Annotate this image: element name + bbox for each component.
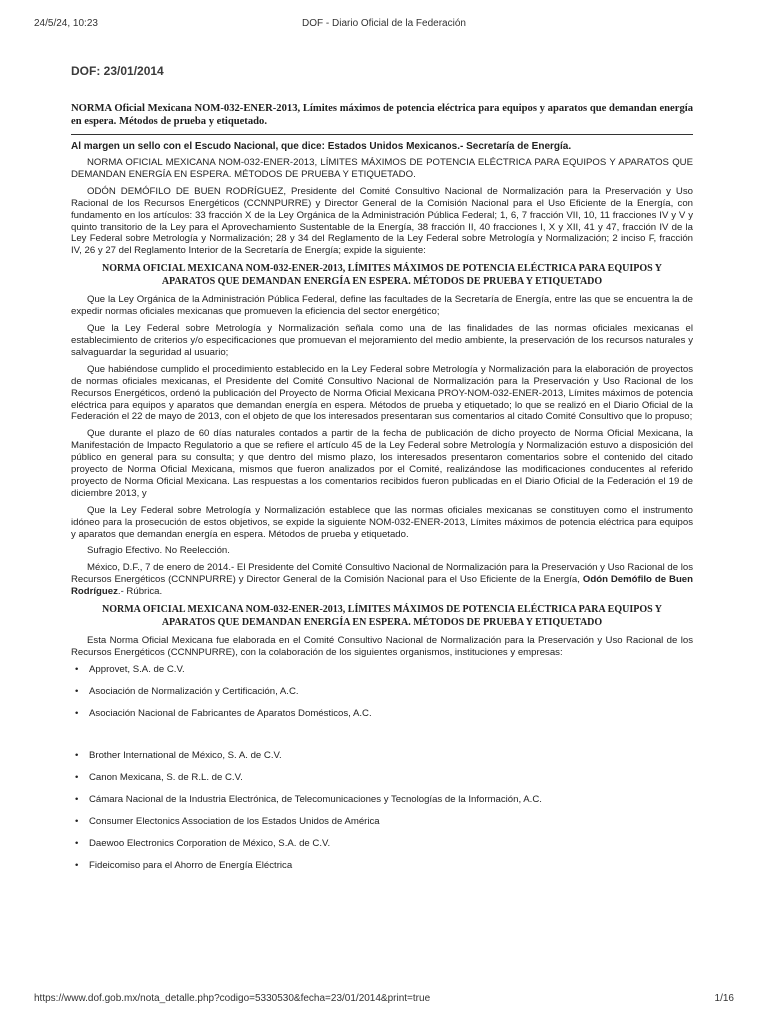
print-date: 24/5/24, 10:23 [34, 18, 98, 29]
list-item [71, 708, 693, 720]
paragraph-6: Esta Norma Oficial Mexicana fue elaborada en el Comité Consultivo Nacional de Normalización para la Preservación y Uso Racional de los Recursos Energéticos (CCNNPURRE), con la colaboración de los siguientes organismos, instituciones y empresas: [71, 635, 693, 658]
list-item-text: Consumer Electonics Association de los Estados Unidos de América [89, 815, 380, 827]
list-item-text: Asociación de Normalización y Certificación, A.C. [89, 685, 299, 697]
list-item [71, 772, 693, 784]
list-item-text: Daewoo Electronics Corporation de México, S.A. de C.V. [89, 837, 331, 849]
divider [71, 134, 693, 135]
print-page-title: DOF - Diario Oficial de la Federación [302, 18, 466, 29]
caps-paragraph: NORMA OFICIAL MEXICANA NOM-032-ENER-2013, LÍMITES MÁXIMOS DE POTENCIA ELÉCTRICA PARA EQUIPOS Y APARATOS QUE DEMANDAN ENERGÍA EN ESPERA. MÉTODOS DE PRUEBA Y ETIQUETADO. [71, 157, 693, 180]
document-content [71, 62, 693, 882]
signature-name: Odón Demófilo de Buen Rodríguez [71, 574, 693, 598]
bullet-icon: • [75, 859, 79, 871]
list-item-text: Canon Mexicana, S. de R.L. de C.V. [89, 771, 243, 783]
paragraph-2: Que la Ley Federal sobre Metrología y Normalización señala como una de las finalidades de las normas oficiales mexicanas el establecimiento de criterios y/o especificaciones que promuevan el mejoramiento del medio ambiente, la preservación de los recursos naturales y salvaguardar la seguridad al usuario; [71, 323, 693, 358]
list-item-text: Brother International de México, S. A. de C.V. [89, 749, 282, 761]
sufragio-paragraph: Sufragio Efectivo. No Reelección. [87, 545, 230, 557]
print-header [34, 18, 734, 32]
margin-note: Al margen un sello con el Escudo Nacional, que dice: Estados Unidos Mexicanos.- Secretaría de Energía. [71, 141, 572, 152]
paragraph-1: Que la Ley Orgánica de la Administración Pública Federal, define las facultades de la Secretaría de Energía, entre las que se encuentra la de expedir normas oficiales mexicanas que promueven la eficiencia del sector energético; [71, 294, 693, 318]
bullet-icon: • [75, 685, 79, 697]
list-item-text: Approvet, S.A. de C.V. [89, 663, 185, 675]
paragraph-4: Que durante el plazo de 60 días naturales contados a partir de la fecha de publicación de dicho proyecto de Norma Oficial Mexicana, la Manifestación de Impacto Regulatorio a que se refiere el artículo 45 de la Ley Federal sobre Metrología y Normalización estuvo a disposición del público en general para su consulta; y que dentro del mismo plazo, los interesados presentaron comentarios sobre el contenido del citado proyecto de Norma Oficial Mexicana, mismos que fueron analizados por el Comité, realizándose las modificaciones conducentes al referido proyecto de Norma Oficial Mexicana. Las respuestas a los comentarios recibidos fueron publicadas en el Diario Oficial de la Federación el 19 de diciembre 2013, y [71, 428, 693, 499]
section-title-1: NORMA OFICIAL MEXICANA NOM-032-ENER-2013, LÍMITES MÁXIMOS DE POTENCIA ELÉCTRICA PARA EQUIPOS Y APARATOS QUE DEMANDAN ENERGÍA EN ESPERA. MÉTODOS DE PRUEBA Y ETIQUETADO [101, 263, 663, 288]
list-item [71, 664, 693, 676]
list-item [71, 750, 693, 762]
signature-rubrica: .- Rúbrica. [117, 586, 163, 598]
list-item-text: Cámara Nacional de la Industria Electrónica, de Telecomunicaciones y Tecnologías de la Información, A.C. [89, 793, 542, 805]
bullet-icon: • [75, 707, 79, 719]
list-item [71, 816, 693, 828]
section-title-2: NORMA OFICIAL MEXICANA NOM-032-ENER-2013, LÍMITES MÁXIMOS DE POTENCIA ELÉCTRICA PARA EQUIPOS Y APARATOS QUE DEMANDAN ENERGÍA EN ESPERA. MÉTODOS DE PRUEBA Y ETIQUETADO [101, 604, 663, 629]
list-item-text: Fideicomiso para el Ahorro de Energía Eléctrica [89, 859, 293, 871]
list-item [71, 838, 693, 850]
list-item [71, 686, 693, 698]
page-number: 1/16 [714, 993, 734, 1004]
list-gap [71, 730, 693, 746]
list-item-text: Asociación Nacional de Fabricantes de Aparatos Domésticos, A.C. [89, 707, 372, 719]
bullet-icon: • [75, 749, 79, 761]
paragraph-odon: ODÓN DEMÓFILO DE BUEN RODRÍGUEZ, Presidente del Comité Consultivo Nacional de Normalización para la Preservación y Uso Racional de los Recursos Energéticos (CCNNPURRE) y Director General de la Comisión Nacional para el Uso Eficiente de la Energía, con fundamento en los artículos: 33 fracción X de la Ley Orgánica de la Administración Pública Federal; 1, 6, 7 fracción VII, 10, 11 fracciones IV y V y quinto transitorio de la Ley para el Aprovechamiento Sustentable de la Energía, 38 fracción II, 40 fracciones I, X y XII, 41 y 47, fracción IV de la Ley Federal sobre Metrología y Normalización; 28 y 34 del Reglamento de la Ley Federal sobre Metrología y Normalización; 2 inciso F, fracción IV, 26 y 27 del Reglamento Interior de la Secretaría de Energía; expide la siguiente: [71, 185, 693, 257]
signature-paragraph [71, 562, 693, 598]
organization-list-b [71, 750, 693, 872]
list-item [71, 794, 693, 806]
organization-list-a [71, 664, 693, 720]
bullet-icon: • [75, 793, 79, 805]
list-item [71, 860, 693, 872]
print-url: https://www.dof.gob.mx/nota_detalle.php?codigo=5330530&fecha=23/01/2014&print=true [34, 993, 431, 1004]
bullet-icon: • [75, 663, 79, 675]
bullet-icon: • [75, 815, 79, 827]
signature-text: México, D.F., 7 de enero de 2014.- El Presidente del Comité Consultivo Nacional de Normalización para la Preservación y Uso Racional de los Recursos Energéticos (CCNNPURRE) y Director General de la Comisión Nacional para el Uso Eficiente de la Energía, [71, 562, 693, 586]
bullet-icon: • [75, 771, 79, 783]
print-footer [34, 993, 734, 1007]
paragraph-5: Que la Ley Federal sobre Metrología y Normalización establece que las normas oficiales mexicanas se constituyen como el instrumento idóneo para la prosecución de estos objetivos, se expide la siguiente NOM-032-ENER-2013, Límites máximos de potencia eléctrica para equipos y aparatos que demandan energía en espera. Métodos de prueba y etiquetado. [71, 504, 693, 540]
bullet-icon: • [75, 837, 79, 849]
paragraph-3: Que habiéndose cumplido el procedimiento establecido en la Ley Federal sobre Metrología y Normalización para la elaboración de proyectos de normas oficiales mexicanas, el Presidente del Comité Consultivo Nacional de Normalización para la Preservación y Uso Racional de los Recursos Energéticos, ordenó la publicación del Proyecto de Norma Oficial Mexicana PROY-NOM-032-ENER-2013, Límites máximos de potencia eléctrica para equipos y aparatos que demandan energía en espera. Métodos de prueba y etiquetado; lo que se realizó en el Diario Oficial de la Federación el 22 de mayo de 2013, con el objeto de que los interesados presentaran sus comentarios al citado Comité Consultivo que lo propuso; [71, 363, 693, 423]
dof-date: DOF: 23/01/2014 [71, 64, 164, 78]
norma-title: NORMA Oficial Mexicana NOM-032-ENER-2013, Límites máximos de potencia eléctrica para equipos y aparatos que demandan energía en espera. Métodos de prueba y etiquetado. [71, 103, 693, 127]
